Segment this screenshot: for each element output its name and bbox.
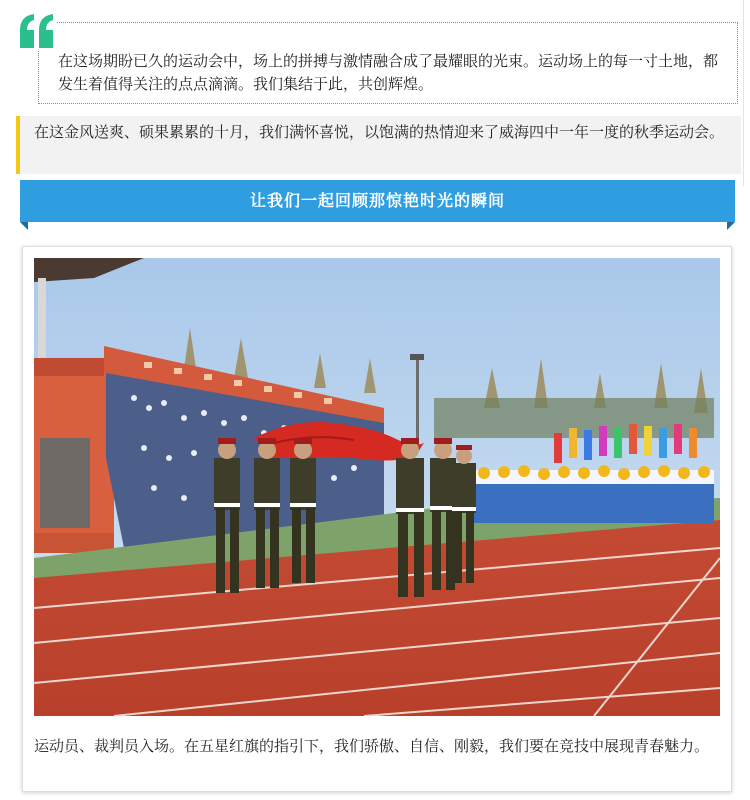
section-banner [20, 180, 735, 222]
quote-mark-icon [18, 8, 56, 50]
banner-title: 让我们一起回顾那惊艳时光的瞬间 [249, 191, 505, 210]
sports-meeting-photo [34, 258, 720, 716]
photo-caption: 运动员、裁判员入场。在五星红旗的指引下，我们骄傲、自信、刚毅，我们要在竞技中展现青春魅力。 [34, 737, 710, 755]
banner-fold-left [20, 222, 28, 230]
side-divider [743, 0, 744, 186]
highlight-text: 在这金风送爽、硕果累累的十月，我们满怀喜悦，以饱满的热情迎来了威海四中一年一度的秋季运动会。 [34, 123, 725, 141]
banner-fold-right [727, 222, 735, 230]
highlight-paragraph [16, 116, 741, 174]
intro-quote-text: 在这场期盼已久的运动会中，场上的拼搏与激情融合成了最耀眼的光束。运动场上的每一寸土地，都发生着值得关注的点点滴滴。我们集结于此，共创辉煌。 [58, 52, 719, 93]
